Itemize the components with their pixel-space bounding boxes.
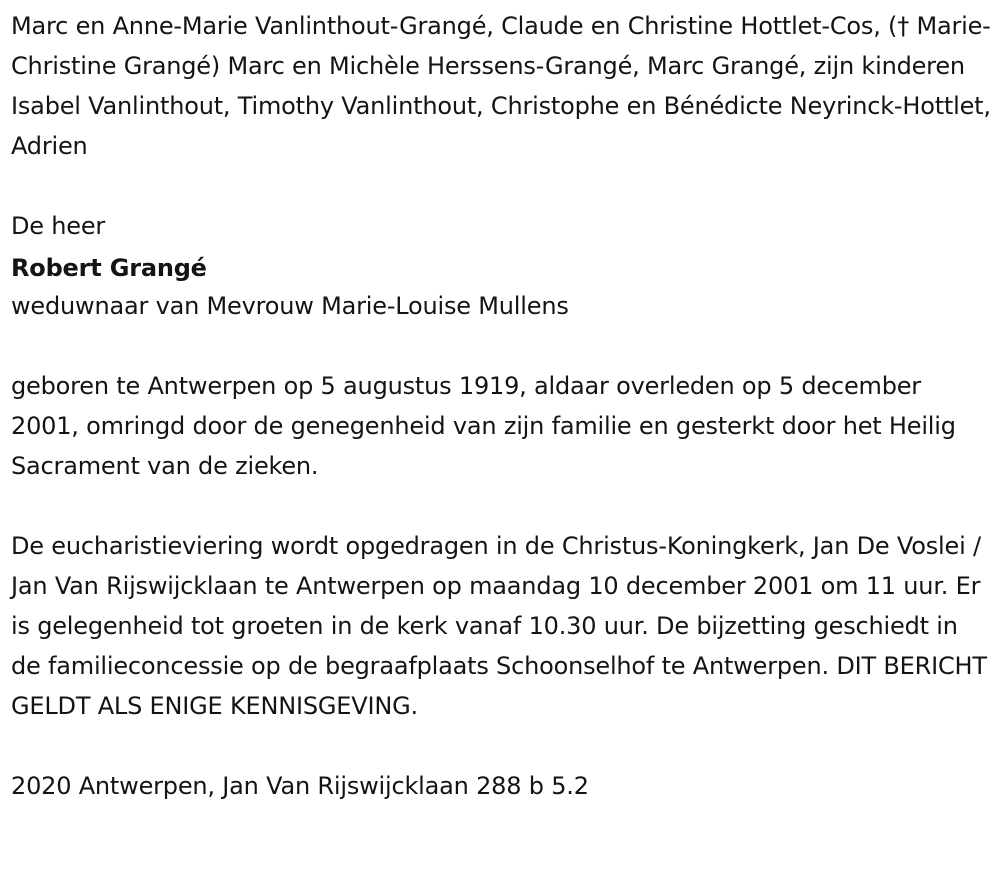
deceased-name: Robert Grangé — [11, 254, 207, 282]
address-line: 2020 Antwerpen, Jan Van Rijswijcklaan 288 b 5.2 — [11, 772, 589, 800]
spouse-line: weduwnaar van Mevrouw Marie-Louise Mullens — [11, 292, 569, 320]
honorific: De heer — [11, 212, 106, 240]
obituary-notice — [11, 6, 991, 806]
birth-death-paragraph: geboren te Antwerpen op 5 augustus 1919, aldaar overleden op 5 december 2001, omringd door de genegenheid van zijn familie en gesterkt door het Heilig Sacrament van de zieken. — [11, 372, 956, 480]
ceremony-paragraph: De eucharistieviering wordt opgedragen in de Christus-Koningkerk, Jan De Voslei / Jan Van Rijswijcklaan te Antwerpen op maandag 10 december 2001 om 11 uur. Er is gelegenheid tot groeten in de kerk vanaf 10.30 uur. De bijzetting geschiedt in de familieconcessie op de begraafplaats Schoonselhof te Antwerpen. DIT BERICHT GELDT ALS ENIGE KENNISGEVING. — [11, 532, 987, 720]
family-paragraph: Marc en Anne-Marie Vanlinthout-Grangé, Claude en Christine Hottlet-Cos, († Marie-Christine Grangé) Marc en Michèle Herssens-Grangé, Marc Grangé, zijn kinderen Isabel Vanlinthout, Timothy Vanlinthout, Christophe en Bénédicte Neyrinck-Hottlet, Adrien — [11, 12, 991, 160]
